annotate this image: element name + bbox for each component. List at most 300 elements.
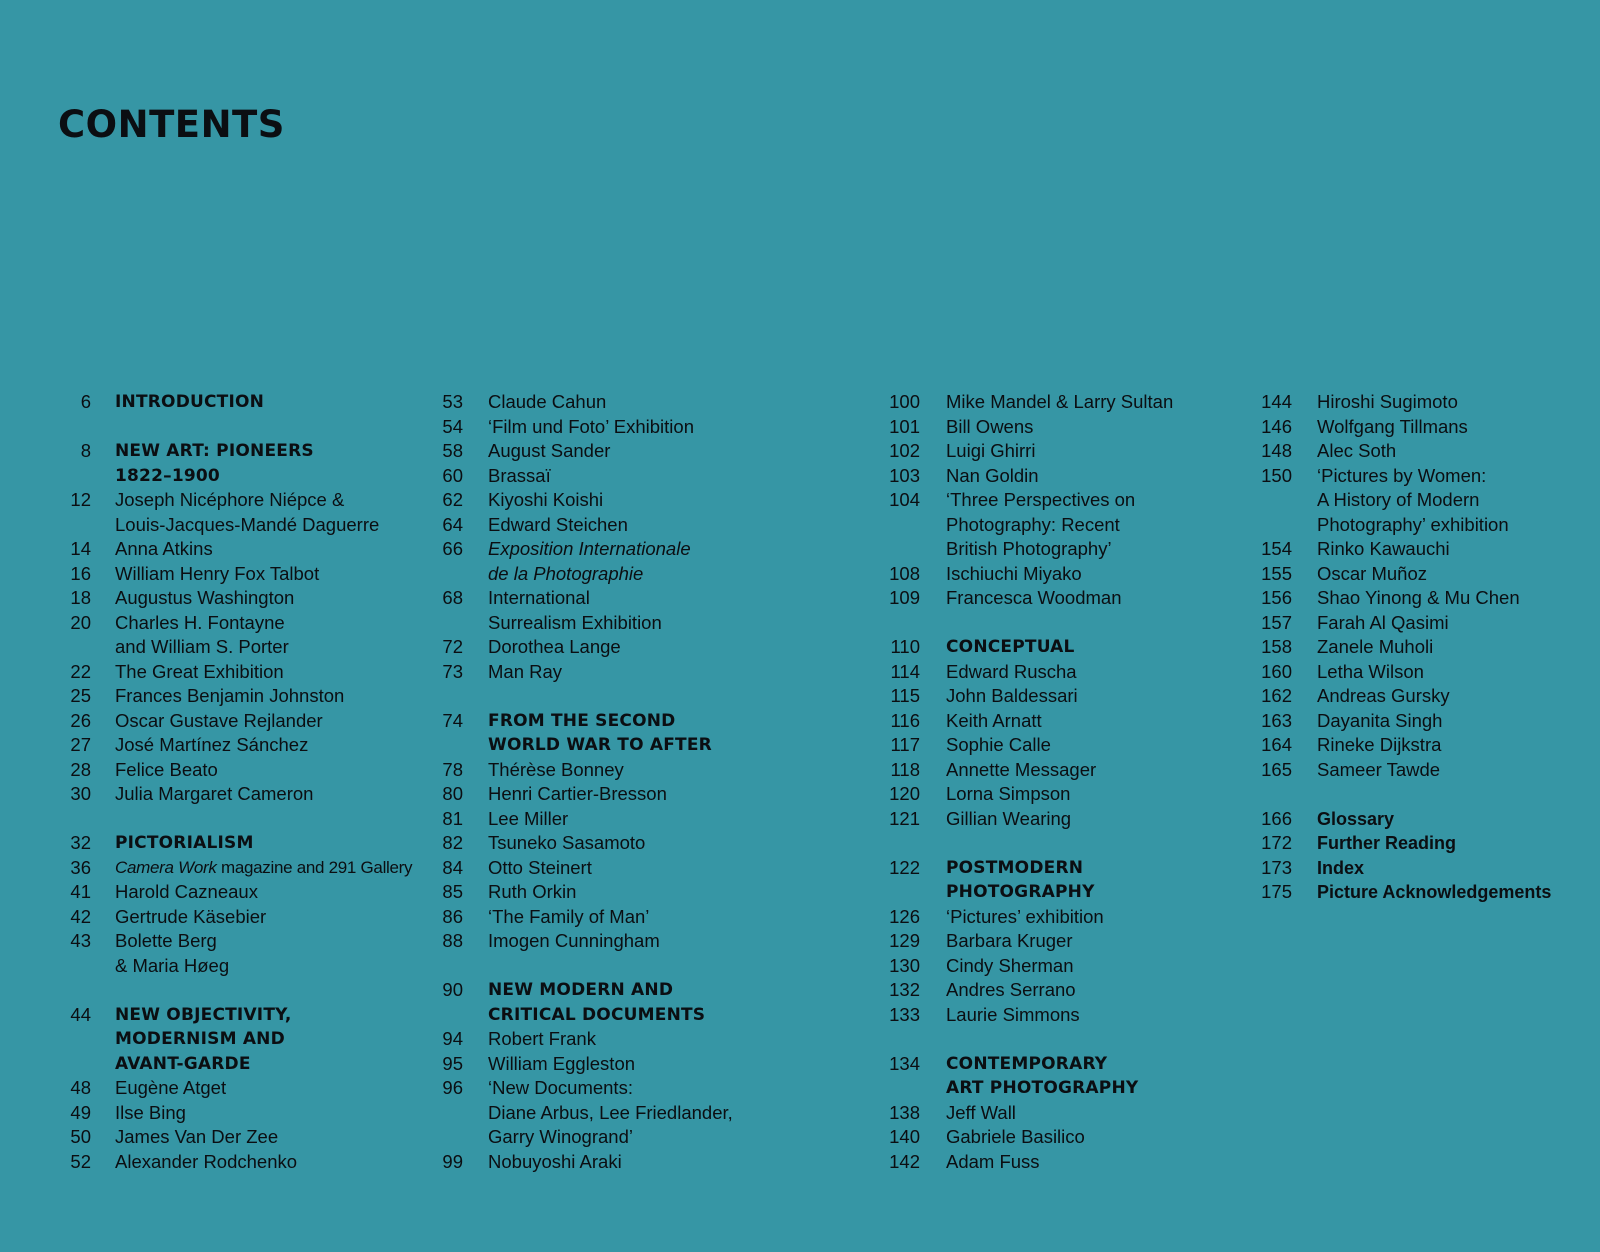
toc-entry <box>58 880 398 905</box>
page-number: 108 <box>889 562 920 584</box>
entry-title <box>488 1027 830 1052</box>
entry-title-line: Exposition Internationale <box>488 538 691 559</box>
entry-title-line: INTRODUCTION <box>115 392 265 412</box>
page-number: 165 <box>1261 758 1292 780</box>
entry-title-line: Robert Frank <box>488 1028 596 1049</box>
entry-title-line: 1822–1900 <box>115 465 220 486</box>
entry-title-line: Shao Yinong & Mu Chen <box>1317 587 1520 608</box>
entry-title <box>1317 807 1592 832</box>
entry-title <box>488 586 830 635</box>
entry-title <box>1317 390 1592 415</box>
entry-title <box>1317 684 1592 709</box>
page-number: 156 <box>1261 587 1292 608</box>
page-number: 122 <box>889 856 920 878</box>
toc-entry <box>430 929 830 954</box>
entry-title-line: Laurie Simmons <box>946 1003 1080 1025</box>
entry-title-line: ‘Film und Foto’ Exhibition <box>488 415 694 437</box>
toc-column-1 <box>58 390 413 1174</box>
page-number: 133 <box>889 1003 920 1025</box>
entry-title <box>946 782 1228 807</box>
entry-title-line: ART PHOTOGRAPHY <box>946 1078 1139 1098</box>
toc-entry <box>430 488 830 513</box>
toc-entry <box>868 758 1228 783</box>
toc-entry <box>868 660 1228 685</box>
entry-title-line: Lorna Simpson <box>946 783 1071 804</box>
entry-title-line: Dayanita Singh <box>1317 709 1443 731</box>
page-number: 82 <box>442 832 463 853</box>
page-number: 28 <box>70 758 91 780</box>
page-number: 166 <box>1261 807 1292 829</box>
entry-title-line: Sameer Tawde <box>1317 758 1441 780</box>
entry-title-line: NEW OBJECTIVITY, <box>115 1004 292 1025</box>
entry-title-line: The Great Exhibition <box>115 660 284 682</box>
toc-entry <box>430 905 830 930</box>
entry-title <box>1317 562 1592 587</box>
entry-title <box>946 415 1228 440</box>
entry-title-line: Francesca Woodman <box>946 587 1122 608</box>
page-number: 42 <box>70 905 91 927</box>
entry-title <box>488 880 830 905</box>
entry-title <box>946 562 1228 587</box>
entry-title <box>946 439 1228 464</box>
entry-title-line: Adam Fuss <box>946 1150 1040 1172</box>
toc-entry <box>58 1125 398 1150</box>
entry-title-line: Ilse Bing <box>115 1101 186 1123</box>
entry-title <box>1317 635 1592 660</box>
entry-title-line: ‘Three Perspectives on <box>946 489 1136 510</box>
toc-column-2 <box>430 390 830 1174</box>
page-number: 146 <box>1261 415 1292 437</box>
entry-title-line: José Martínez Sánchez <box>115 734 309 755</box>
entry-title <box>488 464 830 489</box>
entry-title <box>488 807 830 832</box>
entry-title-line: Augustus Washington <box>115 587 295 608</box>
toc-entry <box>430 439 830 464</box>
page-number: 173 <box>1261 856 1292 878</box>
toc-entry <box>868 439 1228 464</box>
page-number: 58 <box>442 440 463 461</box>
toc-entry <box>430 1027 830 1052</box>
entry-title-line: Claude Cahun <box>488 391 607 412</box>
entry-title-line: British Photography’ <box>946 538 1112 559</box>
entry-title <box>115 880 398 905</box>
toc-entry <box>430 1052 830 1077</box>
entry-title-line: NEW ART: PIONEERS <box>115 441 314 461</box>
page-number: 14 <box>70 538 91 559</box>
toc-section-heading <box>430 709 830 758</box>
entry-title <box>946 1101 1228 1126</box>
entry-title <box>946 733 1228 758</box>
toc-entry <box>868 562 1228 587</box>
entry-title <box>488 905 830 930</box>
page-number: 80 <box>442 783 463 804</box>
entry-title-line: NEW MODERN AND <box>488 980 674 1000</box>
entry-title <box>946 1003 1228 1028</box>
page-number: 73 <box>442 660 463 682</box>
toc-entry <box>1232 537 1592 562</box>
entry-title <box>946 635 1228 660</box>
page-number: 140 <box>889 1126 920 1147</box>
toc-entry <box>430 1150 830 1175</box>
toc-entry <box>430 464 830 489</box>
entry-title-line: de la Photographie <box>488 562 644 584</box>
toc-entry <box>430 758 830 783</box>
entry-title-line: Joseph Nicéphore Niépce & <box>115 489 345 510</box>
entry-title-line: Oscar Gustave Rejlander <box>115 709 323 731</box>
page-number: 66 <box>442 538 463 559</box>
toc-entry <box>58 1076 398 1101</box>
page-number: 72 <box>442 636 463 657</box>
toc-entry <box>430 537 830 586</box>
entry-title-line: Dorothea Lange <box>488 636 621 657</box>
toc-entry <box>1232 635 1592 660</box>
entry-title <box>1317 586 1592 611</box>
entry-title-line: Charles H. Fontayne <box>115 611 285 633</box>
entry-title <box>1317 856 1592 881</box>
toc-entry <box>1232 464 1592 538</box>
entry-title-line: ‘The Family of Man’ <box>488 905 650 927</box>
entry-title-line: and William S. Porter <box>115 636 289 657</box>
page-number: 81 <box>442 807 463 829</box>
entry-title-line: Keith Arnatt <box>946 709 1042 731</box>
toc-entry <box>58 660 398 685</box>
page-number: 120 <box>889 783 920 804</box>
entry-title-line: Nobuyoshi Araki <box>488 1150 622 1172</box>
entry-title <box>946 856 1228 905</box>
entry-title-line: Surrealism Exhibition <box>488 611 662 633</box>
toc-entry <box>868 488 1228 562</box>
page-number: 142 <box>889 1150 920 1172</box>
page-number: 100 <box>889 391 920 412</box>
entry-title <box>488 1052 830 1077</box>
entry-title-line: MODERNISM AND <box>115 1029 285 1049</box>
page-number: 164 <box>1261 734 1292 755</box>
page-number: 44 <box>70 1003 91 1025</box>
entry-title <box>946 488 1228 562</box>
entry-title <box>946 929 1228 954</box>
entry-title <box>946 709 1228 734</box>
entry-title <box>488 537 830 586</box>
entry-title-line: Zanele Muholi <box>1317 636 1434 657</box>
page-number: 132 <box>889 979 920 1000</box>
page-number: 36 <box>70 856 91 878</box>
entry-title <box>946 684 1228 709</box>
entry-title <box>488 978 830 1027</box>
entry-title-line: Glossary <box>1317 808 1395 829</box>
toc-entry <box>868 1125 1228 1150</box>
toc-entry <box>58 905 398 930</box>
page-number: 175 <box>1261 881 1292 902</box>
toc-entry <box>430 807 830 832</box>
toc-entry <box>1232 611 1592 636</box>
page-number: 118 <box>890 758 920 780</box>
page-number: 12 <box>70 489 91 510</box>
entry-title <box>1317 415 1592 440</box>
entry-title-line: Bolette Berg <box>115 930 217 951</box>
page-number: 104 <box>889 489 920 510</box>
entry-title <box>115 782 398 807</box>
page-number: 117 <box>890 734 920 755</box>
page-number: 30 <box>70 783 91 804</box>
page-number: 90 <box>442 979 463 1000</box>
toc-entry <box>430 586 830 635</box>
toc-entry <box>1232 684 1592 709</box>
entry-title <box>115 439 398 488</box>
page-number: 121 <box>889 807 920 829</box>
entry-title <box>115 1125 398 1150</box>
toc-section-heading <box>58 831 398 856</box>
entry-title-line: Andres Serrano <box>946 979 1076 1000</box>
entry-title-line: Henri Cartier-Bresson <box>488 783 667 804</box>
page-number: 160 <box>1261 660 1292 682</box>
entry-title <box>488 782 830 807</box>
page-number: 62 <box>442 489 463 510</box>
entry-title <box>115 709 398 734</box>
entry-title-line: Andreas Gursky <box>1317 685 1450 706</box>
entry-title-line: WORLD WAR TO AFTER <box>488 735 712 755</box>
toc-entry <box>1232 660 1592 685</box>
toc-entry <box>430 782 830 807</box>
page-number: 64 <box>442 513 463 535</box>
entry-title-line: Alec Soth <box>1317 440 1397 461</box>
page-number: 101 <box>889 415 920 437</box>
toc-entry <box>1232 562 1592 587</box>
page-number: 25 <box>70 685 91 706</box>
toc-entry <box>58 856 413 881</box>
entry-title-line: Alexander Rodchenko <box>115 1150 298 1172</box>
entry-title <box>115 1150 398 1175</box>
entry-title-line: Barbara Kruger <box>946 930 1073 951</box>
page-number: 16 <box>70 562 91 584</box>
toc-entry <box>58 782 398 807</box>
toc-entry <box>58 929 398 978</box>
entry-title-line: CONCEPTUAL <box>946 637 1075 657</box>
toc-entry <box>58 562 398 587</box>
toc-section-heading <box>58 1003 398 1077</box>
entry-title-line: Harold Cazneaux <box>115 881 258 902</box>
toc-section-heading <box>58 390 398 415</box>
entry-title-line: Photography: Recent <box>946 513 1120 535</box>
entry-title <box>488 709 830 758</box>
page-number: 162 <box>1261 685 1292 706</box>
toc-entry <box>58 488 398 537</box>
italic-title: Camera Work <box>115 857 217 877</box>
page-number: 102 <box>889 440 920 461</box>
entry-title <box>488 929 830 954</box>
entry-title-line: Tsuneko Sasamoto <box>488 832 646 853</box>
entry-title-line: AVANT-GARDE <box>115 1053 251 1074</box>
entry-title <box>946 807 1228 832</box>
entry-title-line: Oscar Muñoz <box>1317 562 1428 584</box>
toc-entry <box>58 758 398 783</box>
toc-entry <box>430 880 830 905</box>
page-number: 18 <box>70 587 91 608</box>
page-number: 115 <box>890 685 920 706</box>
toc-entry <box>58 537 398 562</box>
entry-title-line: PICTORIALISM <box>115 833 254 853</box>
toc-entry <box>868 978 1228 1003</box>
entry-title <box>115 684 398 709</box>
page-number: 99 <box>442 1150 463 1172</box>
entry-title <box>488 513 830 538</box>
entry-title-line: POSTMODERN <box>946 857 1084 878</box>
entry-title-line: William Eggleston <box>488 1052 636 1074</box>
entry-title <box>946 905 1228 930</box>
page-number: 32 <box>70 832 91 853</box>
entry-title <box>946 758 1228 783</box>
entry-title-line: Index <box>1317 857 1365 878</box>
page-number: 54 <box>442 415 463 437</box>
entry-title <box>488 439 830 464</box>
toc-section-heading <box>430 978 830 1027</box>
entry-title <box>1317 880 1592 905</box>
entry-title-line: Lee Miller <box>488 807 569 829</box>
entry-title <box>946 660 1228 685</box>
entry-title-line: William Henry Fox Talbot <box>115 562 320 584</box>
entry-title <box>488 390 830 415</box>
entry-title-line: CRITICAL DOCUMENTS <box>488 1004 706 1025</box>
toc-section-heading <box>58 439 398 488</box>
page-number: 88 <box>442 930 463 951</box>
toc-section-heading <box>868 1052 1228 1101</box>
entry-title-line: Further Reading <box>1317 833 1457 853</box>
entry-title-line: James Van Der Zee <box>115 1126 279 1147</box>
page-number: 154 <box>1261 538 1292 559</box>
entry-title <box>488 488 830 513</box>
page-number: 94 <box>442 1028 463 1049</box>
entry-title-line: Diane Arbus, Lee Friedlander, <box>488 1101 733 1123</box>
entry-title-line: Gertrude Käsebier <box>115 905 267 927</box>
entry-title <box>946 1125 1228 1150</box>
entry-title <box>115 1003 398 1077</box>
entry-title-line: PHOTOGRAPHY <box>946 882 1095 902</box>
entry-title <box>1317 464 1592 538</box>
entry-title <box>115 562 398 587</box>
page-number: 26 <box>70 709 91 731</box>
toc-section-heading <box>868 856 1228 905</box>
entry-title-line-styled <box>115 856 412 881</box>
entry-title-line: Eugène Atget <box>115 1077 227 1098</box>
toc-entry <box>430 1076 830 1150</box>
toc-entry <box>868 929 1228 954</box>
entry-title-line: ‘Pictures’ exhibition <box>946 905 1104 927</box>
entry-title <box>115 831 398 856</box>
entry-title-line: & Maria Høeg <box>115 954 230 976</box>
entry-title <box>1317 439 1592 464</box>
entry-title-line: Thérèse Bonney <box>488 758 624 780</box>
toc-section-heading <box>868 635 1228 660</box>
entry-title <box>115 856 412 881</box>
toc-entry <box>868 954 1228 979</box>
entry-title-line: Louis-Jacques-Mandé Daguerre <box>115 513 380 535</box>
toc-entry <box>1232 758 1592 783</box>
page-number: 129 <box>889 930 920 951</box>
toc-entry <box>868 905 1228 930</box>
toc-entry <box>1232 390 1592 415</box>
entry-title <box>946 390 1228 415</box>
toc-column-4 <box>1232 390 1592 905</box>
page-number: 53 <box>442 391 463 412</box>
entry-title <box>946 464 1228 489</box>
entry-title-line: Nan Goldin <box>946 464 1039 486</box>
entry-title <box>115 905 398 930</box>
entry-title <box>1317 660 1592 685</box>
page-title: CONTENTS <box>58 103 285 146</box>
entry-title <box>115 611 398 660</box>
entry-title <box>488 1076 830 1150</box>
page-number: 95 <box>442 1052 463 1074</box>
toc-entry <box>868 1101 1228 1126</box>
entry-title <box>946 586 1228 611</box>
page-number: 172 <box>1261 832 1292 853</box>
entry-title <box>1317 537 1592 562</box>
toc-entry <box>868 684 1228 709</box>
entry-title-line: John Baldessari <box>946 685 1078 706</box>
page-number: 150 <box>1261 464 1292 486</box>
toc-entry <box>868 390 1228 415</box>
entry-title-line: Bill Owens <box>946 415 1034 437</box>
page-number: 96 <box>442 1077 463 1098</box>
entry-title-line: Photography’ exhibition <box>1317 513 1509 535</box>
toc-entry <box>58 586 398 611</box>
toc-entry <box>430 390 830 415</box>
toc-entry <box>58 1150 398 1175</box>
entry-title-line: Sophie Calle <box>946 734 1051 755</box>
page-number: 48 <box>70 1077 91 1098</box>
page-number: 86 <box>442 905 463 927</box>
page-number: 116 <box>890 709 920 731</box>
page-number: 163 <box>1261 709 1292 731</box>
entry-title <box>115 733 398 758</box>
entry-title <box>1317 831 1592 856</box>
entry-title-line: August Sander <box>488 440 611 461</box>
page-number: 50 <box>70 1126 91 1147</box>
toc-entry <box>430 513 830 538</box>
entry-title-line: Gillian Wearing <box>946 807 1072 829</box>
toc-entry <box>868 1150 1228 1175</box>
page-number: 109 <box>889 587 920 608</box>
toc-entry <box>58 733 398 758</box>
entry-title-line: Garry Winogrand’ <box>488 1126 633 1147</box>
entry-title-line: International <box>488 587 590 608</box>
page-number: 144 <box>1261 391 1292 412</box>
entry-title <box>946 1052 1228 1101</box>
entry-title-line: Frances Benjamin Johnston <box>115 685 345 706</box>
entry-title <box>115 488 398 537</box>
entry-title-line: Edward Steichen <box>488 513 628 535</box>
page-number: 43 <box>70 930 91 951</box>
toc-entry <box>58 611 398 660</box>
entry-title <box>115 390 398 415</box>
toc-entry <box>58 1101 398 1126</box>
entry-title <box>488 856 830 881</box>
toc-entry <box>868 733 1228 758</box>
entry-title <box>115 929 398 978</box>
entry-title <box>488 758 830 783</box>
page-number: 130 <box>889 954 920 976</box>
entry-title-line: CONTEMPORARY <box>946 1053 1108 1074</box>
toc-entry <box>1232 709 1592 734</box>
page-number: 27 <box>70 734 91 755</box>
toc-entry <box>868 586 1228 611</box>
entry-title <box>488 660 830 685</box>
entry-title-line: Edward Ruscha <box>946 660 1077 682</box>
page-number: 41 <box>70 881 91 902</box>
page-number: 6 <box>80 391 91 412</box>
entry-title <box>488 831 830 856</box>
entry-title <box>1317 709 1592 734</box>
page-number: 126 <box>889 905 920 927</box>
